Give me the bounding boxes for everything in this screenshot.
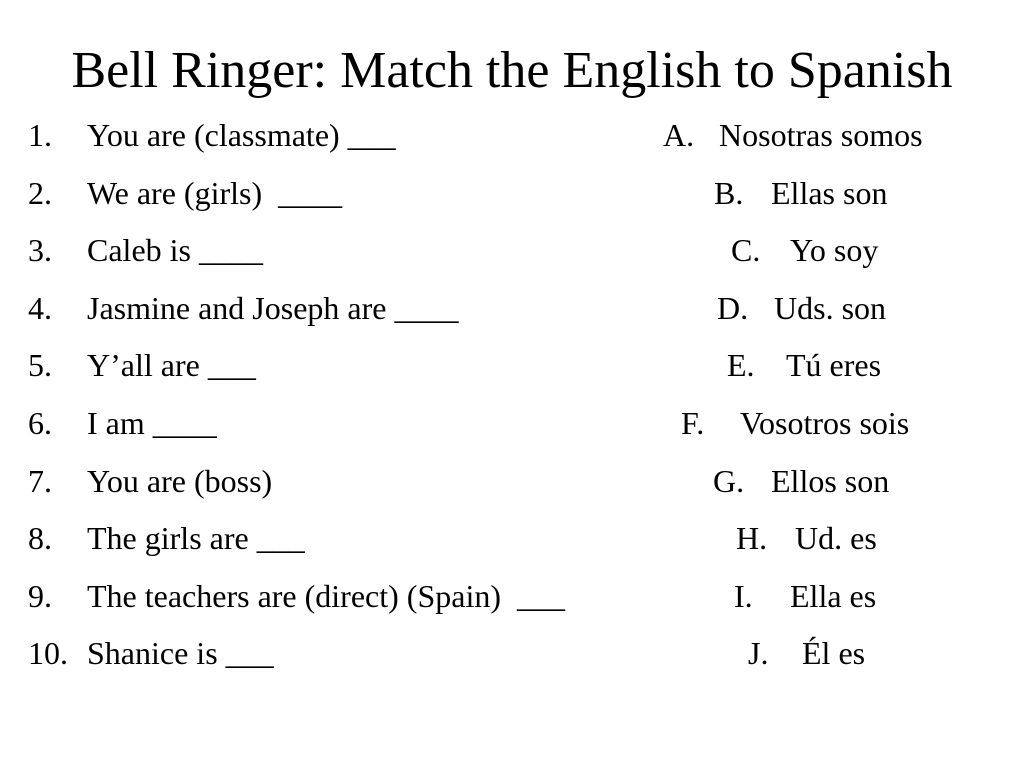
spanish-letter: H. xyxy=(736,520,768,557)
spanish-letter: I. xyxy=(734,577,753,614)
slide-title: Bell Ringer: Match the English to Spanish xyxy=(71,42,953,99)
spanish-letter: B. xyxy=(714,174,744,211)
match-row xyxy=(0,280,1024,338)
matching-list xyxy=(0,107,1024,683)
spanish-phrase: Ella es xyxy=(790,577,877,614)
english-number: 2. xyxy=(28,174,52,211)
match-row xyxy=(0,625,1024,683)
spanish-letter: A. xyxy=(663,117,695,153)
english-phrase: I am ____ xyxy=(87,404,217,441)
english-phrase: You are (boss) xyxy=(87,462,273,499)
english-phrase: You are (classmate) ___ xyxy=(87,117,396,153)
match-row xyxy=(0,568,1024,626)
english-phrase: Y’all are ___ xyxy=(87,347,256,384)
english-number: 4. xyxy=(28,289,52,326)
english-number: 6. xyxy=(28,404,52,441)
english-number: 1. xyxy=(28,117,52,153)
spanish-letter: E. xyxy=(727,347,755,384)
english-phrase: Caleb is ____ xyxy=(87,232,263,269)
spanish-phrase: Tú eres xyxy=(786,347,882,384)
english-phrase: The girls are ___ xyxy=(87,520,305,557)
match-row xyxy=(0,453,1024,511)
spanish-phrase: Nosotras somos xyxy=(719,117,923,153)
spanish-letter: G. xyxy=(713,462,745,499)
spanish-letter: F. xyxy=(681,404,705,441)
spanish-phrase: Ud. es xyxy=(795,520,877,557)
match-row xyxy=(0,165,1024,223)
spanish-phrase: Yo soy xyxy=(790,232,879,269)
english-number: 7. xyxy=(28,462,52,499)
spanish-phrase: Él es xyxy=(802,635,866,672)
spanish-phrase: Ellas son xyxy=(771,174,888,211)
match-row xyxy=(0,222,1024,280)
english-number: 5. xyxy=(28,347,52,384)
english-number: 3. xyxy=(28,232,52,269)
english-number: 9. xyxy=(28,577,52,614)
spanish-phrase: Ellos son xyxy=(771,462,890,499)
match-row xyxy=(0,337,1024,395)
english-number: 8. xyxy=(28,520,52,557)
english-phrase: We are (girls) ____ xyxy=(87,174,343,211)
match-row xyxy=(0,395,1024,453)
english-phrase: Shanice is ___ xyxy=(87,635,274,672)
english-phrase: Jasmine and Joseph are ____ xyxy=(87,289,459,326)
match-row xyxy=(0,510,1024,568)
spanish-phrase: Vosotros sois xyxy=(740,404,910,441)
english-number: 10. xyxy=(28,635,68,672)
spanish-letter: D. xyxy=(717,289,749,326)
match-row xyxy=(0,107,1024,165)
english-phrase: The teachers are (direct) (Spain) ___ xyxy=(87,577,565,614)
spanish-letter: C. xyxy=(731,232,761,269)
spanish-phrase: Uds. son xyxy=(774,289,887,326)
spanish-letter: J. xyxy=(748,635,769,672)
